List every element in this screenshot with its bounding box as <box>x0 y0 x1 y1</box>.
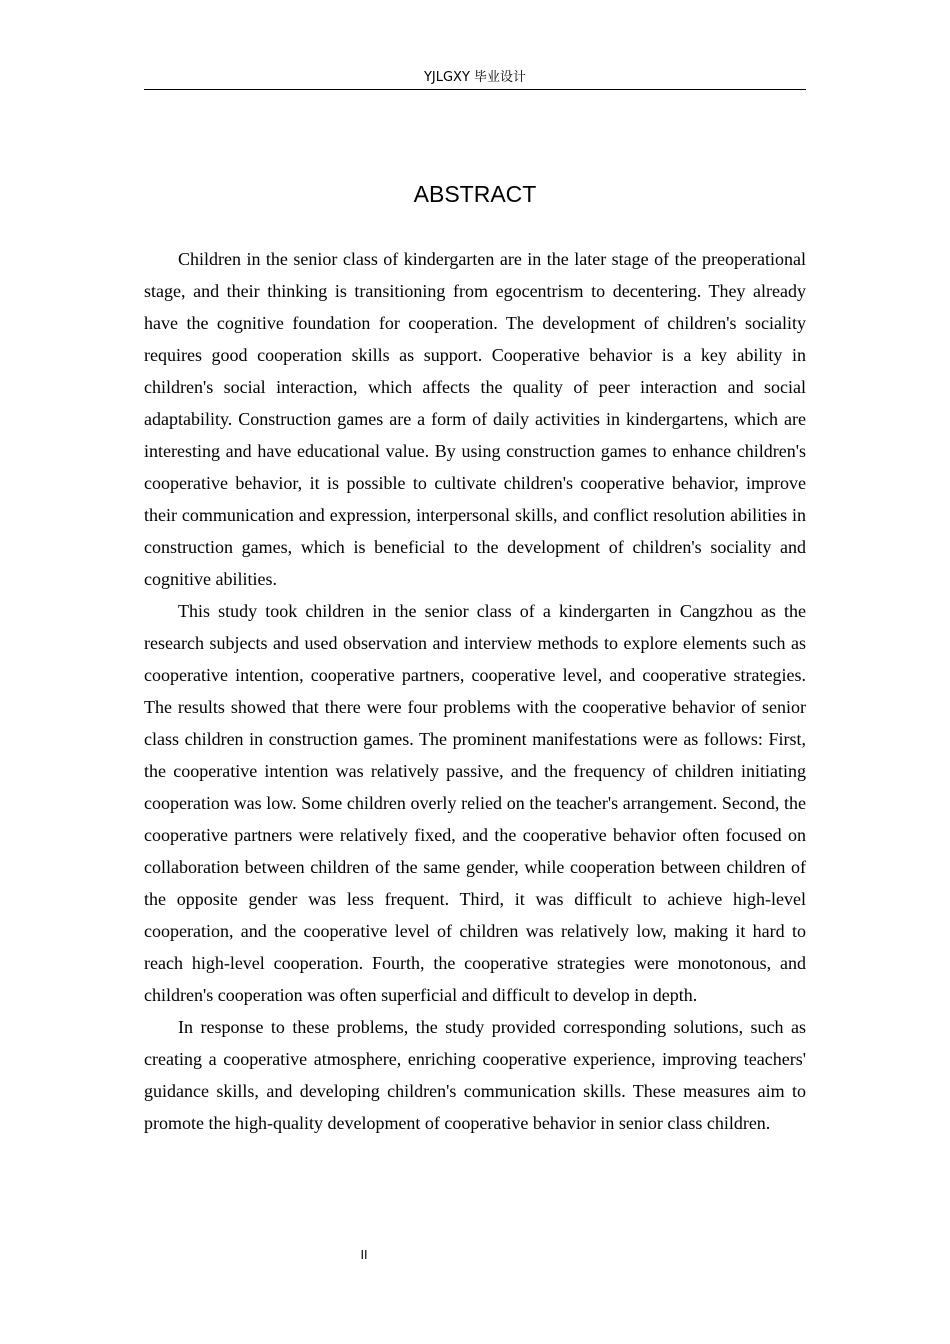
abstract-paragraph-2: This study took children in the senior class of a kindergarten in Cangzhou as the research subjects and used observation and interview methods to explore elements such as cooperative intention, cooperative partners, cooperative level, and cooperative strategies. The results showed that there were four problems with the cooperative behavior of senior class children in construction games. The prominent manifestations were as follows: First, the cooperative intention was relatively passive, and the frequency of children initiating cooperation was low. Some children overly relied on the teacher's arrangement. Second, the cooperative partners were relatively fixed, and the cooperative behavior often focused on collaboration between children of the same gender, while cooperation between children of the opposite gender was less frequent. Third, it was difficult to achieve high-level cooperation, and the cooperative level of children was relatively low, making it hard to reach high-level cooperation. Fourth, the cooperative strategies were monotonous, and children's cooperation was often superficial and difficult to develop in depth. <box>144 601 806 1005</box>
abstract-paragraph-1: Children in the senior class of kindergarten are in the later stage of the preoperational stage, and their thinking is transitioning from egocentrism to decentering. They already have the cognitive foundation for cooperation. The development of children's sociality requires good cooperation skills as support. Cooperative behavior is a key ability in children's social interaction, which affects the quality of peer interaction and social adaptability. Construction games are a form of daily activities in kindergartens, which are interesting and have educational value. By using construction games to enhance children's cooperative behavior, it is possible to cultivate children's cooperative behavior, improve their communication and expression, interpersonal skills, and conflict resolution abilities in construction games, which is beneficial to the development of children's sociality and cognitive abilities. <box>144 249 806 589</box>
page-number: II <box>360 1248 368 1262</box>
header-text: YJLGXY 毕业设计 <box>423 70 527 85</box>
abstract-paragraph-3: In response to these problems, the study provided corresponding solutions, such as creating a cooperative atmosphere, enriching cooperative experience, improving teachers' guidance skills, and developing children's communication skills. These measures aim to promote the high-quality development of cooperative behavior in senior class children. <box>144 1017 806 1133</box>
abstract-title: ABSTRACT <box>413 181 537 207</box>
page-header <box>144 68 806 90</box>
abstract-body <box>144 243 806 1139</box>
